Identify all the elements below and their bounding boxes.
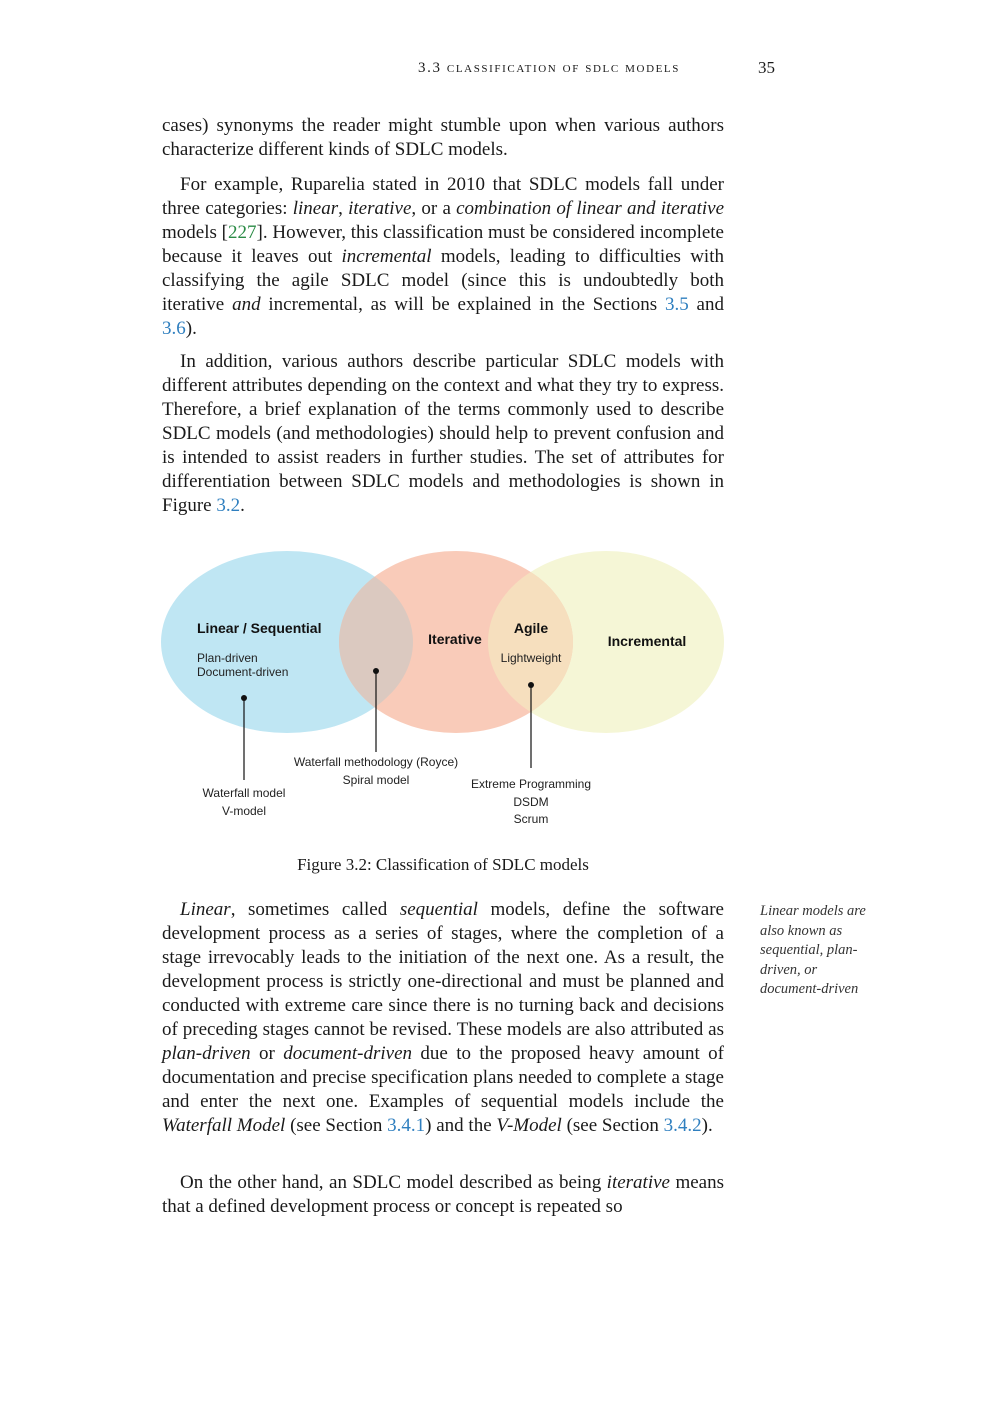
- text-run: means that a defined development process or concept is repeated so: [162, 1172, 724, 1217]
- emphasis: Linear: [180, 899, 231, 920]
- margin-note: Linear models are also known as sequential, plan-driven, or document-driven: [760, 903, 866, 997]
- agile-sub: Lightweight: [500, 651, 562, 665]
- callout-iterative-2: Spiral model: [342, 773, 410, 787]
- page-number: 35: [758, 58, 775, 77]
- text-run: (see Section: [285, 1115, 388, 1136]
- text-run: or: [250, 1043, 284, 1064]
- text-run: , sometimes called: [230, 899, 400, 920]
- text-run: In addition, various authors describe particular SDLC models with different attributes depending on the context and what they try to express. Therefore, a brief explanation of the terms commonly used to describe SDLC models (and methodologies) should help to prevent confusion and is intended to assist readers in further studies. The set of attributes for differentiation between SDLC models and methodologies is shown in Figure: [162, 351, 724, 516]
- text-run: For example, Ruparelia stated in 2010 that SDLC models fall under three categories:: [162, 174, 724, 219]
- running-header: [418, 58, 778, 77]
- figure-link[interactable]: 3.2: [216, 495, 241, 516]
- incremental-title: Incremental: [607, 633, 687, 649]
- venn-diagram: [150, 540, 740, 840]
- text-run: ).: [701, 1115, 713, 1136]
- text-run: On the other hand, an SDLC model described as being: [180, 1172, 607, 1193]
- paragraph-1-text: cases) synonyms the reader might stumble upon when various authors characterize different kinds of SDLC models.: [162, 115, 724, 160]
- text-run: ).: [185, 318, 197, 339]
- citation-link[interactable]: 227: [228, 222, 257, 243]
- paragraph-5: [162, 1171, 724, 1219]
- emphasis: V-Model: [496, 1115, 562, 1136]
- emphasis: iterative: [606, 1172, 670, 1193]
- paragraph-3-text: [162, 350, 724, 518]
- paragraph-4: [162, 898, 724, 1138]
- callout-linear-2: V-model: [221, 804, 267, 818]
- emphasis: Waterfall Model: [162, 1115, 286, 1136]
- emphasis: and: [232, 294, 261, 315]
- emphasis: plan-driven: [162, 1043, 251, 1064]
- text-run: (see Section: [561, 1115, 664, 1136]
- section-title: 3.3 classification of sdlc models: [418, 60, 680, 76]
- text-run: due to the proposed heavy amount of documentation and precise specification plans needed to complete a stage and enter the next one. Examples of sequential models include the: [162, 1043, 724, 1112]
- emphasis: iterative: [348, 198, 412, 219]
- callout-iterative-1: Waterfall methodology (Royce): [293, 755, 459, 769]
- venn-svg: [150, 540, 740, 840]
- emphasis: linear: [292, 198, 339, 219]
- text-run: ) and the: [425, 1115, 497, 1136]
- text-run: ]. However, this classification must be considered incomplete because it leaves out: [162, 222, 724, 267]
- text-run: models [: [162, 222, 228, 243]
- text-run: models, define the software development process as a series of stages, where the completion of a stage irrevocably leads to the initiation of the next one. As a result, the development process is strictly one-directional and must be planned and conducted with extreme care since there is no turning back and decisions of preceding stages cannot be revised. These models are also attributed as: [162, 899, 724, 1040]
- linear-sub-2: Document-driven: [197, 665, 289, 679]
- text-run: incremental, as will be explained in the Sections: [260, 294, 665, 315]
- callout-agile-2: DSDM: [513, 795, 549, 809]
- paragraph-5-text: [162, 1171, 724, 1219]
- emphasis: sequential: [399, 899, 478, 920]
- emphasis: document-driven: [283, 1043, 412, 1064]
- linear-sub-1: Plan-driven: [197, 651, 258, 665]
- iterative-title: Iterative: [428, 631, 482, 647]
- paragraph-2-text: [162, 173, 724, 341]
- linear-title: Linear / Sequential: [197, 620, 322, 636]
- callout-linear-1: Waterfall model: [202, 786, 286, 800]
- section-link[interactable]: 3.4.2: [663, 1115, 702, 1136]
- text-run: ,: [338, 198, 349, 219]
- paragraph-4-text: [162, 898, 724, 1138]
- text-run: models, leading to difficulties with classifying the agile SDLC model (since this is undoubtedly both iterative: [162, 246, 724, 315]
- paragraph-1: [162, 114, 724, 162]
- paragraph-2: [162, 173, 724, 341]
- figure-caption: Figure 3.2: Classification of SDLC models: [297, 855, 589, 874]
- emphasis: combination of linear and iterative: [456, 198, 725, 219]
- section-link[interactable]: 3.6: [162, 318, 186, 339]
- text-run: .: [240, 495, 245, 516]
- callout-agile-1: Extreme Programming: [470, 777, 592, 791]
- paragraph-3: [162, 350, 724, 518]
- section-link[interactable]: 3.5: [664, 294, 689, 315]
- text-run: , or a: [411, 198, 457, 219]
- emphasis: incremental: [341, 246, 432, 267]
- section-link[interactable]: 3.4.1: [387, 1115, 426, 1136]
- agile-title: Agile: [513, 620, 549, 636]
- text-run: and: [688, 294, 724, 315]
- callout-agile-3: Scrum: [513, 812, 549, 826]
